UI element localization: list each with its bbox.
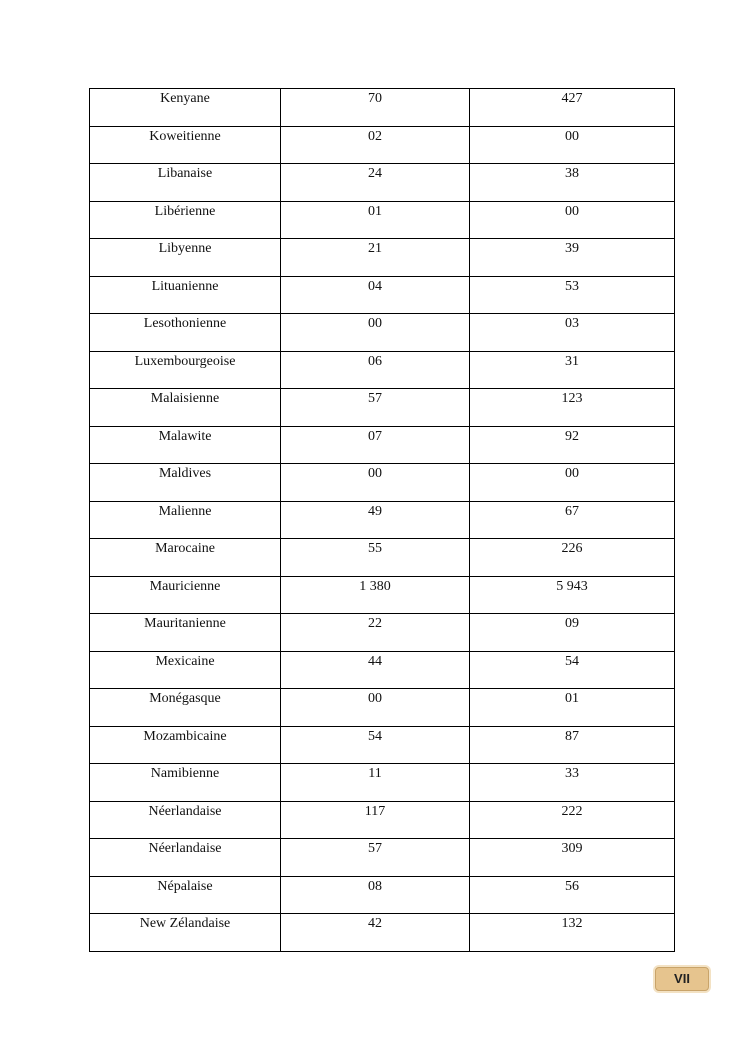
table-row <box>90 764 675 802</box>
value-cell-1: 11 <box>281 764 470 802</box>
value-cell-1: 44 <box>281 651 470 689</box>
page-number-badge: VII <box>655 967 709 991</box>
table-body <box>90 89 675 952</box>
table-row <box>90 201 675 239</box>
table-row <box>90 164 675 202</box>
nationality-cell: Namibienne <box>90 764 281 802</box>
table-row <box>90 576 675 614</box>
value-cell-2: 00 <box>470 464 675 502</box>
value-cell-2: 01 <box>470 689 675 727</box>
table-row <box>90 351 675 389</box>
nationality-table <box>89 88 675 952</box>
value-cell-1: 21 <box>281 239 470 277</box>
value-cell-2: 67 <box>470 501 675 539</box>
value-cell-2: 226 <box>470 539 675 577</box>
nationality-cell: Néerlandaise <box>90 839 281 877</box>
nationality-cell: Néerlandaise <box>90 801 281 839</box>
table-row <box>90 839 675 877</box>
table-row <box>90 876 675 914</box>
value-cell-2: 56 <box>470 876 675 914</box>
nationality-cell: Libérienne <box>90 201 281 239</box>
table-row <box>90 389 675 427</box>
nationality-cell: Lesothonienne <box>90 314 281 352</box>
value-cell-2: 427 <box>470 89 675 127</box>
value-cell-2: 53 <box>470 276 675 314</box>
nationality-cell: Maldives <box>90 464 281 502</box>
value-cell-1: 24 <box>281 164 470 202</box>
table-row <box>90 239 675 277</box>
value-cell-2: 132 <box>470 914 675 952</box>
value-cell-2: 00 <box>470 201 675 239</box>
value-cell-1: 49 <box>281 501 470 539</box>
nationality-cell: Koweitienne <box>90 126 281 164</box>
value-cell-1: 07 <box>281 426 470 464</box>
nationality-cell: Libyenne <box>90 239 281 277</box>
value-cell-1: 00 <box>281 464 470 502</box>
value-cell-1: 57 <box>281 389 470 427</box>
nationality-cell: Lituanienne <box>90 276 281 314</box>
value-cell-2: 33 <box>470 764 675 802</box>
value-cell-1: 55 <box>281 539 470 577</box>
nationality-cell: Mozambicaine <box>90 726 281 764</box>
value-cell-2: 54 <box>470 651 675 689</box>
nationality-cell: New Zélandaise <box>90 914 281 952</box>
value-cell-2: 87 <box>470 726 675 764</box>
nationality-cell: Marocaine <box>90 539 281 577</box>
table-row <box>90 914 675 952</box>
value-cell-1: 04 <box>281 276 470 314</box>
table-row <box>90 651 675 689</box>
value-cell-2: 38 <box>470 164 675 202</box>
value-cell-1: 08 <box>281 876 470 914</box>
table-row <box>90 726 675 764</box>
nationality-cell: Mauritanienne <box>90 614 281 652</box>
nationality-cell: Libanaise <box>90 164 281 202</box>
nationality-cell: Monégasque <box>90 689 281 727</box>
table-row <box>90 126 675 164</box>
value-cell-2: 03 <box>470 314 675 352</box>
value-cell-1: 54 <box>281 726 470 764</box>
value-cell-2: 09 <box>470 614 675 652</box>
nationality-cell: Luxembourgeoise <box>90 351 281 389</box>
table-row <box>90 426 675 464</box>
value-cell-1: 06 <box>281 351 470 389</box>
value-cell-2: 31 <box>470 351 675 389</box>
value-cell-2: 123 <box>470 389 675 427</box>
value-cell-1: 57 <box>281 839 470 877</box>
nationality-cell: Mauricienne <box>90 576 281 614</box>
table-row <box>90 501 675 539</box>
table-row <box>90 689 675 727</box>
table-row <box>90 314 675 352</box>
value-cell-1: 117 <box>281 801 470 839</box>
value-cell-1: 70 <box>281 89 470 127</box>
table-row <box>90 464 675 502</box>
value-cell-2: 222 <box>470 801 675 839</box>
nationality-cell: Kenyane <box>90 89 281 127</box>
nationality-cell: Mexicaine <box>90 651 281 689</box>
value-cell-1: 1 380 <box>281 576 470 614</box>
nationality-cell: Malaisienne <box>90 389 281 427</box>
value-cell-1: 00 <box>281 314 470 352</box>
value-cell-1: 01 <box>281 201 470 239</box>
value-cell-1: 00 <box>281 689 470 727</box>
value-cell-2: 00 <box>470 126 675 164</box>
value-cell-1: 42 <box>281 914 470 952</box>
nationality-cell: Népalaise <box>90 876 281 914</box>
value-cell-1: 22 <box>281 614 470 652</box>
table-row <box>90 614 675 652</box>
table-row <box>90 89 675 127</box>
table-row <box>90 276 675 314</box>
nationality-cell: Malawite <box>90 426 281 464</box>
table-row <box>90 801 675 839</box>
value-cell-1: 02 <box>281 126 470 164</box>
value-cell-2: 92 <box>470 426 675 464</box>
nationality-cell: Malienne <box>90 501 281 539</box>
value-cell-2: 309 <box>470 839 675 877</box>
value-cell-2: 5 943 <box>470 576 675 614</box>
value-cell-2: 39 <box>470 239 675 277</box>
table-row <box>90 539 675 577</box>
